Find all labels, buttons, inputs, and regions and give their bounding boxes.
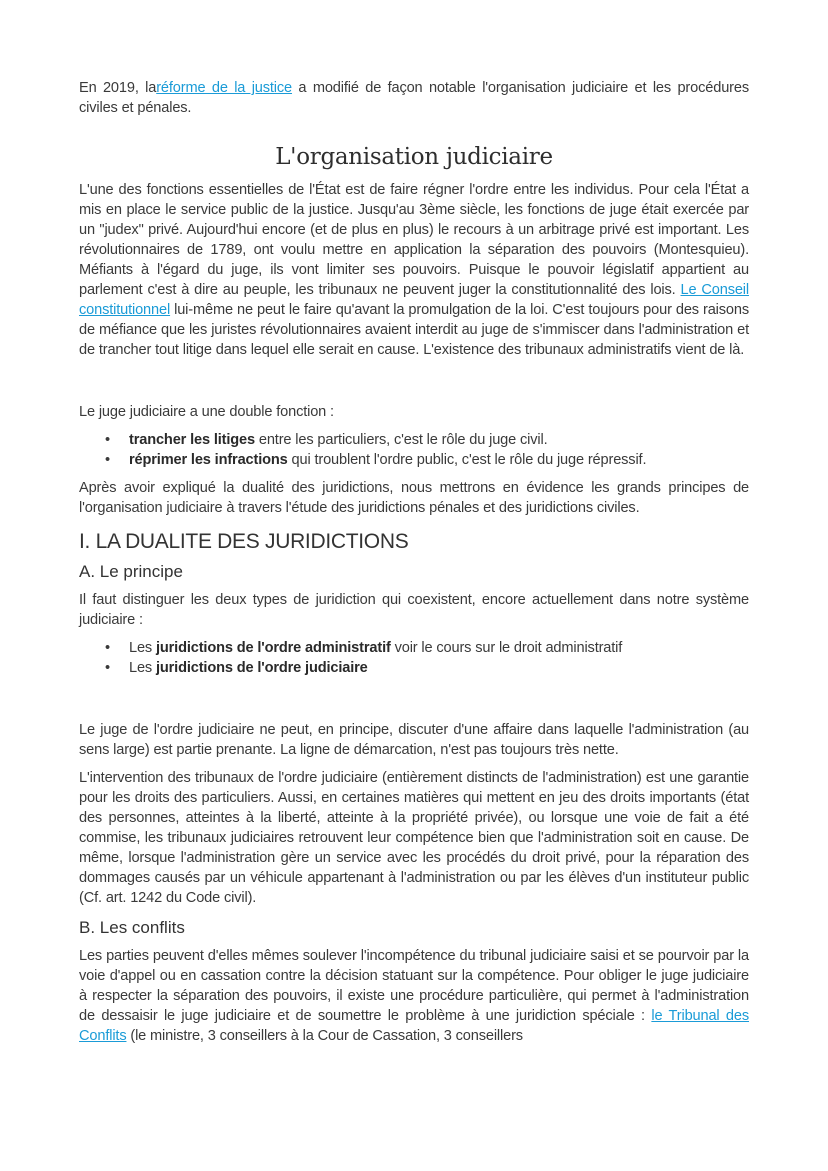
list-item-bold: juridictions de l'ordre administratif <box>155 640 391 656</box>
bullet-icon: • <box>105 432 110 448</box>
paragraph-principe-lead: Il faut distinguer les deux types de juridiction qui coexistent, encore actuellement dans notre système judiciaire : <box>79 592 749 628</box>
list-item <box>105 450 749 470</box>
paragraph-dualite-intro: Après avoir expliqué la dualité des juridictions, nous mettrons en évidence les grands principes de l'organisation judiciaire à travers l'étude des juridictions pénales et des juridictions civiles. <box>79 480 749 516</box>
paragraph-conflits <box>79 946 749 1046</box>
list-item-prefix: Les <box>129 640 156 656</box>
document-page <box>79 78 749 1046</box>
list-item <box>105 638 749 658</box>
list-item-prefix: Les <box>129 660 156 676</box>
spacer <box>79 686 749 720</box>
conseil-constitutionnel-link[interactable]: Le Conseil constitutionnel <box>79 282 749 318</box>
page-title: L'organisation judiciaire <box>275 144 553 170</box>
list-item-bold: réprimer les infractions <box>129 452 288 468</box>
spacer <box>79 360 749 402</box>
intro-paragraph <box>79 78 749 118</box>
list-item <box>105 430 749 450</box>
paragraph-intervention-tribunaux: L'intervention des tribunaux de l'ordre judiciaire (entièrement distincts de l'administration) est une garantie pour les droits des particuliers. Aussi, en certaines matières qui mettent en jeu des droits importants (état des personnes, atteintes à la liberté, atteinte à la propriété privée), ou lorsque une voie de fait a été commise, les tribunaux judiciaires retrouvent leur compétence bien que l'administration soit en cause. De même, lorsque l'administration gère un service avec les procédés du droit privé, pour la réparation des dommages causés par un véhicule appartenant à l'administration ou par les élèves d'un instituteur public (Cf. art. 1242 du Code civil). <box>79 770 749 906</box>
double-fonction-lead: Le juge judiciaire a une double fonction : <box>79 404 334 420</box>
tribunal-des-conflits-link[interactable]: le Tribunal des Conflits <box>79 1008 750 1044</box>
list-item <box>105 658 749 678</box>
subsection-heading-principe: A. Le principe <box>79 562 183 581</box>
list-item-bold: juridictions de l'ordre judiciaire <box>155 660 368 676</box>
list-item-text: qui troublent l'ordre public, c'est le rôle du juge répressif. <box>287 452 647 468</box>
paragraph-fonctions-etat <box>79 180 749 360</box>
section-heading-dualite: I. LA DUALITE DES JURIDICTIONS <box>79 530 409 553</box>
intro-text-before: En 2019, la <box>79 80 157 96</box>
reforme-justice-link[interactable]: réforme de la justice <box>156 80 293 96</box>
list-item-bold: trancher les litiges <box>129 432 255 448</box>
list-item-text: entre les particuliers, c'est le rôle du juge civil. <box>254 432 548 448</box>
double-fonction-list <box>79 430 749 470</box>
para1-text-after: lui-même ne peut le faire qu'avant la promulgation de la loi. C'est toujours pour des raisons de méfiance que les juristes révolutionnaires avaient interdit au juge de s'immiscer dans l'administration et de trancher tout litige dans lequel elle serait en cause. L'existence des tribunaux administratifs vient de là. <box>79 302 749 358</box>
para1-text-before: L'une des fonctions essentielles de l'État est de faire régner l'ordre entre les individus. Pour cela l'État a mis en place le service public de la justice. Jusqu'au 3ème siècle, les fonctions de juge était exercée par un "judex" privé. Aujourd'hui encore (et de plus en plus) le recours à un arbitrage privé est important. Les révolutionnaires de 1789, ont voulu mettre en application la séparation des pouvoirs (Montesquieu). Méfiants à l'égard du juge, ils vont limiter ses pouvoirs. Puisque le pouvoir législatif appartient au parlement c'est à dire au peuple, les tribunaux ne peuvent juger la constitutionnalité des lois. <box>79 182 749 298</box>
paragraph-juge-ordre-judiciaire: Le juge de l'ordre judiciaire ne peut, en principe, discuter d'une affaire dans laquelle l'administration (au sens large) est partie prenante. La ligne de démarcation, n'est pas toujours très nette. <box>79 722 749 758</box>
bullet-icon: • <box>105 660 110 676</box>
bullet-icon: • <box>105 452 110 468</box>
bullet-icon: • <box>105 640 110 656</box>
intro-text-after: a modifié de façon notable l'organisation judiciaire et les procédures civiles et pénales. <box>79 80 749 116</box>
juridictions-list <box>79 638 749 678</box>
conflits-text-before: Les parties peuvent d'elles mêmes soulever l'incompétence du tribunal judiciaire saisi et se pourvoir par la voie d'appel ou en cassation contre la décision statuant sur la compétence. Pour obliger le juge judiciaire à respecter la séparation des pouvoirs, il existe une procédure particulière, qui permet à l'administration de dessaisir le juge judiciaire et de soumettre le problème à une juridiction spéciale : <box>79 948 749 1024</box>
list-item-text: voir le cours sur le droit administratif <box>390 640 623 656</box>
subsection-heading-conflits: B. Les conflits <box>79 918 185 937</box>
conflits-text-after: (le ministre, 3 conseillers à la Cour de Cassation, 3 conseillers <box>126 1028 523 1044</box>
